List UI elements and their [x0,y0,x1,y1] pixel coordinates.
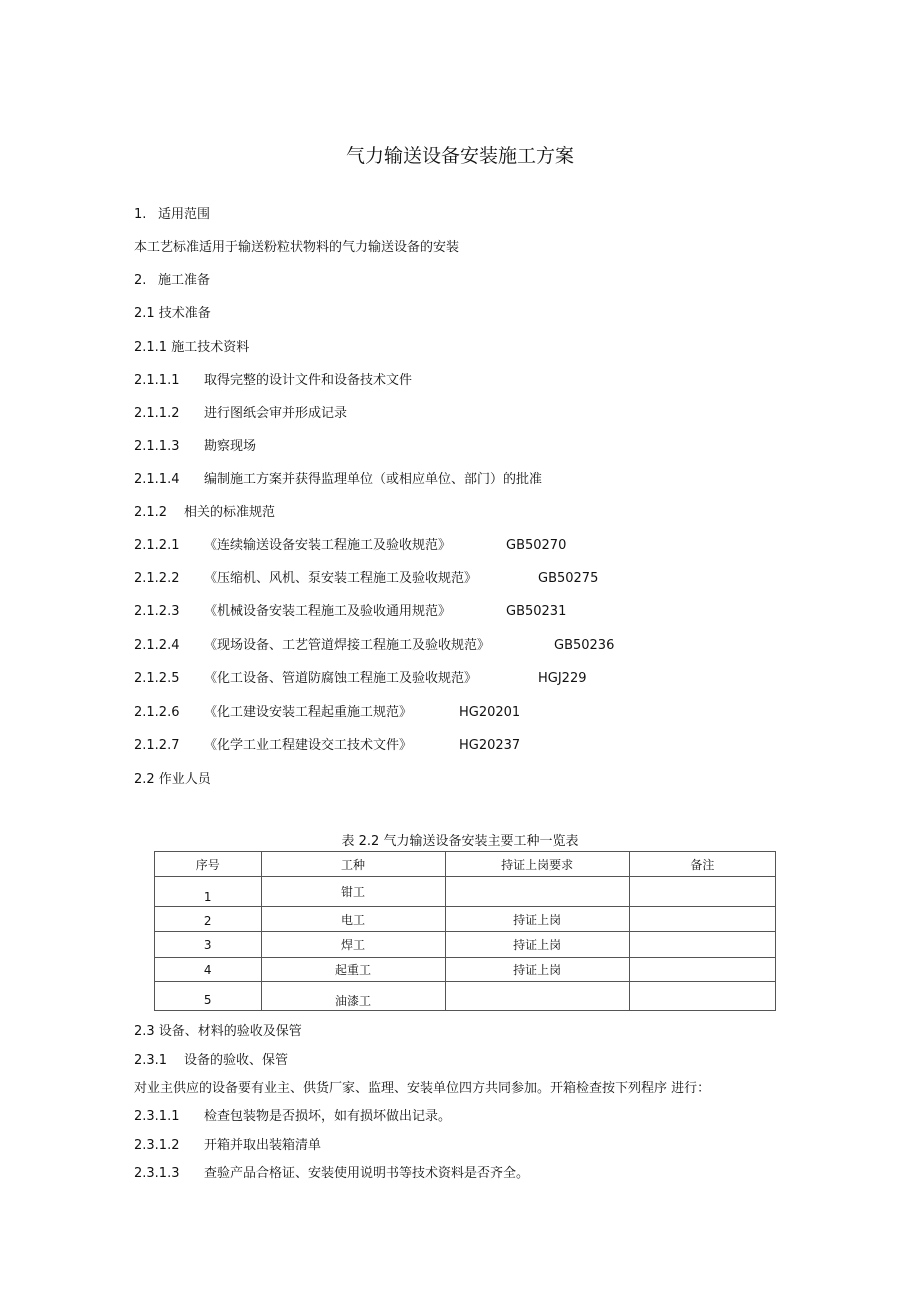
item-number: 2.1.1.2 [134,406,180,421]
table-cell [629,877,775,907]
standard-title: 《压缩机、风机、泵安装工程施工及验收规范》 [204,571,478,586]
standard-item [134,570,734,588]
item-text: 取得完整的设计文件和设备技术文件 [204,373,413,388]
item-number: 2.1.1.4 [134,472,180,487]
standard-item [134,670,734,688]
heading-2-1-1: 2.1.1 施工技术资料 [134,340,250,355]
item-text: 检查包装物是否损坏，如有损坏做出记录。 [204,1109,452,1124]
table-cell [445,982,629,1011]
heading-number: 1. [134,207,147,222]
heading-2-2: 2.2 作业人员 [134,772,211,787]
standard-code: GB50275 [538,571,599,586]
header-cell: 序号 [155,852,262,877]
table-row [155,877,776,907]
standard-title: 《化工设备、管道防腐蚀工程施工及验收规范》 [204,671,478,686]
standard-code: HG20201 [459,705,521,720]
item-number: 2.1.2.1 [134,538,180,553]
table-cell: 5 [155,982,262,1011]
table-cell [629,907,775,932]
table-row [155,958,776,982]
list-item [134,471,542,489]
staff-table [154,851,776,1011]
standard-title: 《连续输送设备安装工程施工及验收规范》 [204,538,452,553]
standard-item [134,537,734,555]
table-cell: 2 [155,907,262,932]
standard-title: 《机械设备安装工程施工及验收通用规范》 [204,604,452,619]
heading-number: 2. [134,273,147,288]
heading-number: 2.3.1 [134,1053,168,1068]
table-cell: 钳工 [261,877,445,907]
standard-title: 《化学工业工程建设交工技术文件》 [204,738,413,753]
list-item [134,1108,451,1126]
table-cell: 3 [155,932,262,958]
heading-2 [134,272,210,290]
item-text: 查验产品合格证、安装使用说明书等技术资料是否齐全。 [204,1166,530,1181]
item-text: 开箱并取出装箱清单 [204,1138,322,1153]
item-number: 2.1.2.6 [134,705,180,720]
list-item [134,438,256,456]
item-number: 2.1.1.1 [134,373,180,388]
item-number: 2.1.2.2 [134,571,180,586]
table-cell [629,932,775,958]
table-row [155,982,776,1011]
list-item [134,1137,321,1155]
item-text: 编制施工方案并获得监理单位（或相应单位、部门）的批准 [204,472,543,487]
table-cell: 4 [155,958,262,982]
document-title: 气力输送设备安装施工方案 [345,145,574,167]
heading-2-3-1 [134,1052,288,1070]
heading-text: 适用范围 [158,207,211,222]
heading-1 [134,206,210,224]
item-number: 2.3.1.3 [134,1166,180,1181]
heading-text: 相关的标准规范 [184,505,276,520]
standard-item [134,704,734,722]
item-number: 2.1.2.5 [134,671,180,686]
heading-text: 施工准备 [158,273,211,288]
table-cell [629,958,775,982]
table-cell: 油漆工 [261,982,445,1011]
heading-text: 设备的验收、保管 [184,1053,289,1068]
item-number: 2.1.2.3 [134,604,180,619]
heading-2-3: 2.3 设备、材料的验收及保管 [134,1024,302,1039]
item-number: 2.3.1.2 [134,1138,180,1153]
table-cell [445,877,629,907]
standard-code: HG20237 [459,738,521,753]
standard-item [134,737,734,755]
standard-title: 《化工建设安装工程起重施工规范》 [204,705,413,720]
header-cell: 工种 [261,852,445,877]
table-cell: 焊工 [261,932,445,958]
standard-code: GB50236 [554,638,615,653]
heading-number: 2.1.2 [134,505,168,520]
standard-item [134,603,734,621]
list-item [134,405,347,423]
item-number: 2.1.1.3 [134,439,180,454]
paragraph-scope: 本工艺标准适用于输送粉粒状物料的气力输送设备的安装 [134,240,460,255]
header-cell: 备注 [629,852,775,877]
item-text: 进行图纸会审并形成记录 [204,406,348,421]
standard-code: GB50270 [506,538,567,553]
item-number: 2.1.2.7 [134,738,180,753]
table-cell: 持证上岗 [445,958,629,982]
table-cell: 持证上岗 [445,907,629,932]
item-number: 2.1.2.4 [134,638,180,653]
item-text: 勘察现场 [204,439,257,454]
table-caption: 表 2.2 气力输送设备安装主要工种一览表 [341,834,579,849]
table-cell: 电工 [261,907,445,932]
standard-code: HGJ229 [538,671,587,686]
standard-code: GB50231 [506,604,567,619]
table-row [155,932,776,958]
table-cell [629,982,775,1011]
header-cell: 持证上岗要求 [445,852,629,877]
item-number: 2.3.1.1 [134,1109,180,1124]
table-header-row [155,852,776,877]
paragraph-inspection: 对业主供应的设备要有业主、供货厂家、监理、安装单位四方共同参加。开箱检查按下列程序 进行： [134,1081,711,1096]
table-cell: 持证上岗 [445,932,629,958]
standard-item [134,637,734,655]
table-row [155,907,776,932]
standard-title: 《现场设备、工艺管道焊接工程施工及验收规范》 [204,638,491,653]
list-item [134,372,412,390]
list-item [134,1165,529,1183]
table-cell: 1 [155,877,262,907]
table-cell: 起重工 [261,958,445,982]
heading-2-1-2 [134,504,275,522]
heading-2-1: 2.1 技术准备 [134,306,211,321]
